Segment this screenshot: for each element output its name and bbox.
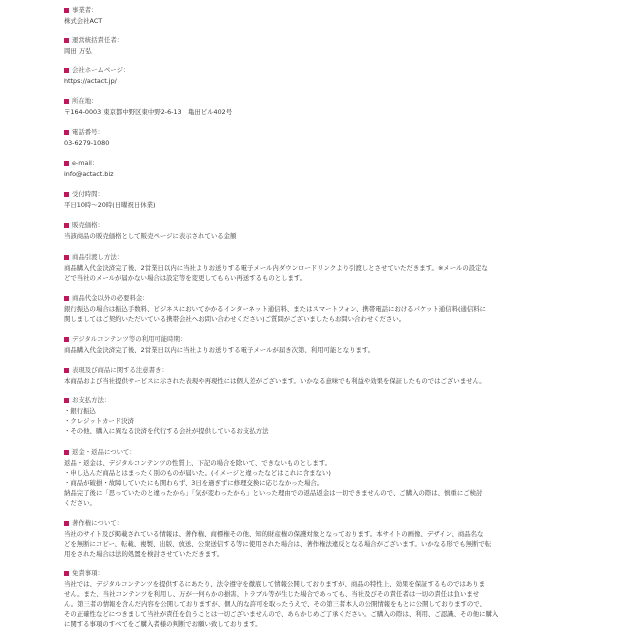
section-title: 商品代金以外の必要料金： (72, 294, 149, 302)
section-line: 平日10時〜20時(日曜祝日休業) (64, 201, 156, 209)
section-body (64, 16, 524, 26)
section-bullet (64, 192, 69, 197)
section-bullet (64, 450, 69, 455)
section-bullet (64, 255, 69, 260)
section-body (64, 263, 524, 283)
section-title: 商品引渡し方法： (72, 253, 124, 261)
section-line: 本商品および当社提供サービスに示された表現や再現性には個人差がございます。いかなる意味でも利益や効果を保証したものではございません。 (64, 377, 486, 385)
section-usage-start (64, 333, 524, 355)
section-line: その正確性などにつきまして当社が責任を負うことは一切ございませんので、あらかじめご了承ください。ご購入の際は、利用、ご認識、その他に購入 (64, 610, 499, 618)
section-body (64, 345, 524, 355)
section-bullet (64, 337, 69, 342)
section-line: 株式会社ACT (64, 17, 103, 25)
section-line: 当該商品の販売価格として販売ページに表示されている金額 (64, 232, 237, 240)
section-address (64, 95, 524, 117)
section-line: 当社では、デジタルコンテンツを提供するにあたり、法令遵守を徹底して情報公開しておりますが、商品の特性上、効果を保証するものではありま (64, 580, 486, 588)
section-title: 電話番号： (72, 128, 104, 136)
section-title: 運営統括責任者： (72, 36, 124, 44)
section-line: ・申し込んだ商品とはまったく別のものが届いた。(イメージと違ったなどはこれに含まない) (64, 469, 331, 477)
section-title: デジタルコンテンツ等の利用可能時期： (72, 335, 187, 343)
section-line: 〒164-0003 東京都中野区東中野2-6-13 亀田ビル402号 (64, 108, 233, 116)
section-bullet (64, 99, 69, 104)
section-body (64, 107, 524, 117)
section-bullet (64, 521, 69, 526)
section-other-fees (64, 292, 524, 324)
section-title: 表現及び商品に関する注意書き： (72, 366, 168, 374)
section-line: ん。第三者の情報を含んだ内容を公開しておりますが、個人的な許可を取ったうえで、その第三者本人の公開情報をもとに公開しておりますので、 (64, 600, 486, 608)
section-body (64, 304, 524, 324)
section-title: 免責事項： (72, 569, 104, 577)
section-body (64, 406, 524, 436)
section-body (64, 76, 524, 86)
section-delivery (64, 251, 524, 283)
section-line: 当社のサイト及び掲載されている情報は、著作権、商標権その他、知的財産権の保護対象となっております。本サイトの画像、デザイン、商品名な (64, 530, 484, 538)
section-body (64, 169, 524, 179)
section-body (64, 138, 524, 148)
section-body (64, 376, 524, 386)
section-copyright (64, 517, 524, 559)
section-bullet (64, 398, 69, 403)
section-homepage (64, 64, 524, 86)
section-line: に関する事項のすべてをご購入者様の判断でお願い致しております。 (64, 620, 262, 628)
section-bullet (64, 296, 69, 301)
section-price (64, 219, 524, 241)
section-body (64, 529, 524, 559)
email-link[interactable]: info@actact.biz (64, 170, 114, 178)
payment-option: ・銀行振込 (64, 407, 96, 415)
section-body (64, 231, 524, 241)
homepage-link[interactable]: https://actact.jp/ (64, 77, 117, 85)
section-title: お支払方法： (72, 396, 111, 404)
section-bullet (64, 161, 69, 166)
section-manager (64, 34, 524, 56)
section-line: 03-6279-1080 (64, 139, 110, 147)
section-title: 会社ホームページ： (72, 66, 130, 74)
section-line: ・商品が破損・故障していたにも関わらず、3日を過ぎずに修理交換に応じなかった場合。 (64, 479, 324, 487)
section-title: 著作権について： (72, 519, 123, 527)
section-title: 事業者： (72, 6, 98, 14)
section-line: 商品購入代金決済完了後、2営業日以内に当社よりお送りする電子メール内ダウンロードリンクより引渡しとさせていただきます。※メールの設定な (64, 264, 488, 272)
section-bullet (64, 571, 69, 576)
section-body (64, 579, 524, 629)
section-disclaimer-effect (64, 364, 524, 386)
section-line: 銀行振込の場合は振込手数料、ビジネスにおいてかかるインターネット通信料、またはスマートフォン、携帯電話におけるパケット通信料(通信料に (64, 305, 487, 313)
section-body (64, 458, 524, 508)
section-payment (64, 394, 524, 436)
section-returns (64, 446, 524, 508)
section-hours (64, 188, 524, 210)
section-operator (64, 4, 524, 26)
section-bullet (64, 223, 69, 228)
section-phone (64, 126, 524, 148)
section-body (64, 200, 524, 210)
section-line: 岡田 万弘 (64, 47, 92, 55)
section-line: 商品購入代金決済完了後、2営業日以内に当社よりお送りする電子メールが届き次第、利用可能となります。 (64, 346, 375, 354)
section-line: せん。また、当社コンテンツを利用し、万が一何らかの損害、トラブル等が生じた場合であっても、当社及びその責任者は一切の責任は負いませ (64, 590, 480, 598)
section-line: 用をされた場合は法的処置を検討させていただきます。 (64, 550, 224, 558)
section-line: 関しましてはご契約いただいている携帯会社へお問い合わせください)ご質問がございましたらお問い合わせください。 (64, 315, 406, 323)
section-title: 所在地： (72, 97, 98, 105)
section-line: どを無断にコピー、転載、複製、出版、放送、公衆送信する等に使用された場合は、著作権法違反となる場合がございます。いかなる形でも無断で転 (64, 540, 492, 548)
section-line: 返品・返金は、デジタルコンテンツの性質上、下記の場合を除いて、できないものとします。 (64, 459, 332, 467)
section-title: 受付時間： (72, 190, 104, 198)
section-bullet (64, 368, 69, 373)
section-line: どで当社のメールが届かない場合は設定等を変更してもらい再送するものとします。 (64, 274, 307, 282)
section-line: ください。 (64, 499, 96, 507)
section-line: 納品完了後に「思っていたのと違ったから」「気が変わったから」といった理由での返品返金は一切できませんので、ご購入の際は、慎重にご検討 (64, 489, 483, 497)
section-title: 返金・返品について： (72, 448, 136, 456)
section-bullet (64, 38, 69, 43)
section-title: 販売価格： (72, 221, 104, 229)
section-disclaimer (64, 567, 524, 629)
payment-option: ・その他、購入に異なる決済を代行する会社が提供しているお支払方法 (64, 427, 269, 435)
section-body (64, 46, 524, 56)
section-bullet (64, 8, 69, 13)
section-bullet (64, 130, 69, 135)
payment-option: ・クレジットカード決済 (64, 417, 134, 425)
section-title: e-mail： (72, 159, 99, 167)
section-bullet (64, 68, 69, 73)
section-email (64, 157, 524, 179)
